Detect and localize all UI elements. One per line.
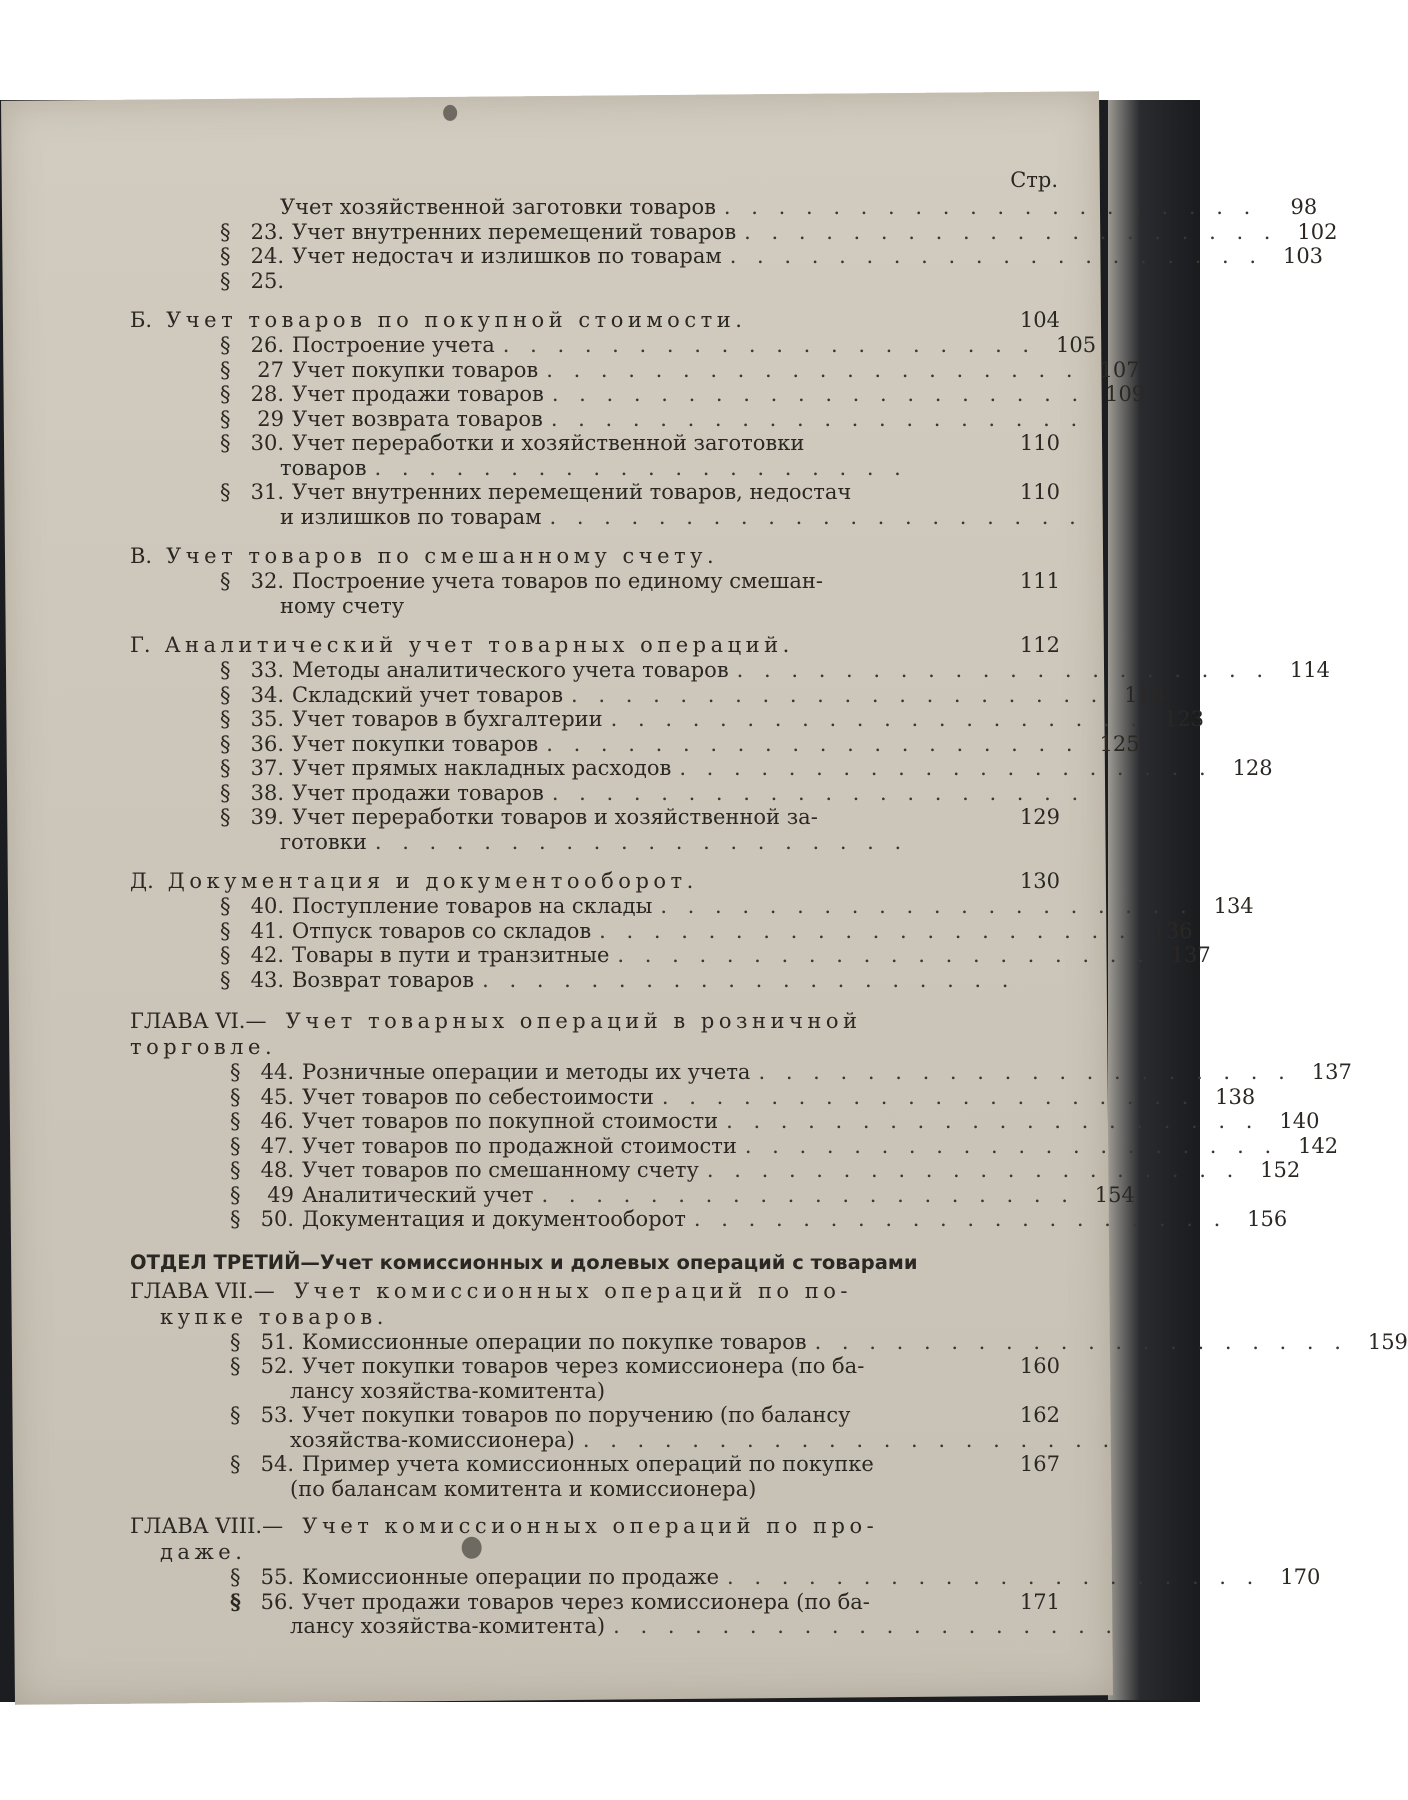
toc-page-number: 118 xyxy=(1124,682,1165,707)
toc-page-number: 129 xyxy=(1019,805,1060,829)
toc-entry-text: Учет покупки товаров xyxy=(292,357,539,382)
toc-entry xyxy=(130,1109,1320,1134)
section-mark: § xyxy=(220,780,231,805)
toc-entry-number: 31. xyxy=(250,480,284,504)
toc-entry xyxy=(130,1133,1339,1159)
toc-entry-text: и излишков по товарам xyxy=(280,504,542,529)
leader-dots: . . . . . . . . . . . . . . . . . . . . xyxy=(729,244,1264,268)
leader-dots: . . . . . . . . . . . . . . . . . . . . xyxy=(660,894,1194,918)
section-title: Учет товаров по покупной стоимости. xyxy=(166,308,747,332)
toc-page-number: 142 xyxy=(1298,1133,1339,1158)
toc-entry-text: Поступление товаров на склады xyxy=(292,894,653,918)
toc-entry-text: Построение учета товаров по единому смешан- xyxy=(292,569,823,593)
toc-entry-text: Учет покупки товаров xyxy=(292,731,539,756)
leader-dots: . . . . . . . . . . . . . . . . . . . . xyxy=(679,756,1213,780)
department-heading: ОТДЕЛ ТРЕТИЙ—Учет комиссионных и долевых операций с товарами xyxy=(130,1250,918,1274)
toc-entry xyxy=(130,480,1060,505)
toc-entry-number: 51. xyxy=(260,1329,294,1354)
toc-entry-number: 23. xyxy=(250,219,284,244)
section-heading-d xyxy=(130,868,1060,894)
toc-entry-continuation xyxy=(130,1379,1060,1404)
toc-entry-text: Товары в пути и транзитные xyxy=(292,943,610,967)
section-letter: Г. xyxy=(130,633,151,657)
toc-page-number: 140 xyxy=(1279,1109,1320,1133)
section-title: Аналитический учет товарных операций. xyxy=(164,633,794,657)
toc-entry-number: 34. xyxy=(250,682,284,707)
toc-entry-text: Учет товаров по себестоимости xyxy=(302,1084,654,1109)
toc-entry xyxy=(130,244,1324,269)
toc-entry xyxy=(130,707,1204,732)
toc-entry-continuation xyxy=(130,830,1060,855)
toc-entry-number: 49 xyxy=(267,1182,294,1207)
toc-entry xyxy=(130,1329,1408,1355)
section-mark: § xyxy=(230,1133,241,1158)
toc-entry-number: 24. xyxy=(250,244,284,268)
toc-entry-text: хозяйства-комиссионера) xyxy=(290,1427,575,1452)
toc-entry xyxy=(130,1060,1352,1085)
section-mark: § xyxy=(220,943,231,967)
toc-entry xyxy=(130,780,1086,806)
toc-entry xyxy=(130,269,1060,294)
toc-entry-number: 48. xyxy=(260,1158,294,1182)
leader-dots: . . . . . . . . . . . . . . . . . . . . xyxy=(726,1109,1260,1133)
section-mark: § xyxy=(220,658,231,682)
toc-entry-number: 55. xyxy=(260,1565,294,1589)
toc-entry xyxy=(130,1158,1301,1183)
toc-entry xyxy=(130,333,1097,358)
toc-entry-number: 35. xyxy=(250,707,284,731)
toc-entry-number: 53. xyxy=(260,1403,294,1427)
toc-entry-number: 50. xyxy=(260,1207,294,1231)
section-mark: § xyxy=(230,1403,241,1427)
leader-dots: . . . . . . . . . . . . . . . . . . . . xyxy=(661,1084,1196,1109)
section-mark: § xyxy=(230,1109,241,1133)
toc-entry-text: Комиссионные операции по покупке товаров xyxy=(302,1329,807,1354)
section-mark: § xyxy=(230,1182,241,1207)
leader-dots: . . . . . . . . . . . . . . . . . . . . xyxy=(617,943,1151,967)
section-mark: § xyxy=(230,1207,241,1231)
toc-entry xyxy=(130,1182,1135,1208)
toc-entry-text: Учет прямых накладных расходов xyxy=(292,756,672,780)
toc-entry-text: Учет товаров по покупной стоимости xyxy=(302,1109,719,1133)
toc-entry-text: Учет хозяйственной заготовки товаров xyxy=(280,195,716,219)
section-mark: § xyxy=(220,333,231,357)
section-letter: В. xyxy=(130,544,153,568)
section-mark: § xyxy=(230,1060,241,1084)
toc-page-number: 128 xyxy=(1232,756,1273,780)
toc-entry-number: 41. xyxy=(250,918,284,943)
toc-entry-text: Учет товаров в бухгалтерии xyxy=(292,707,603,731)
section-mark: § xyxy=(220,894,231,918)
toc-entry-text: Учет продажи товаров xyxy=(292,382,544,406)
section-mark: § xyxy=(220,357,231,382)
section-letter: Д. xyxy=(130,869,154,893)
toc-entry xyxy=(130,918,1193,944)
toc-entry-number: 25. xyxy=(250,268,284,293)
toc-entry-text: Учет покупки товаров по поручению (по балансу xyxy=(302,1403,851,1427)
toc-entry-number: 26. xyxy=(250,333,284,357)
toc-entry xyxy=(130,1207,1288,1232)
toc-entry-number: 44. xyxy=(260,1060,294,1084)
chapter-6-heading xyxy=(130,1008,1060,1034)
section-mark: § xyxy=(220,682,231,707)
toc-entry-text: Учет покупки товаров через комиссионера (по ба- xyxy=(302,1354,865,1378)
toc-entry-number: 39. xyxy=(250,805,284,829)
toc-page-number: 111 xyxy=(1019,569,1060,593)
toc-entry xyxy=(130,1590,1060,1615)
toc-page-number: 171 xyxy=(1019,1589,1060,1614)
section-mark: § xyxy=(220,480,231,504)
leader-dots: . . . . . . . . . . . . . . . . . . . . xyxy=(374,455,908,480)
toc-page-number: 159 xyxy=(1367,1329,1408,1354)
toc-entry-number: 36. xyxy=(250,731,284,756)
toc-entry-text: Учет внутренних перемещений товаров xyxy=(292,219,737,244)
toc-entry-text: готовки xyxy=(280,829,367,854)
toc-entry xyxy=(130,682,1165,708)
toc-entry-text: Документация и документооборот xyxy=(302,1207,686,1231)
toc-entry-text: Учет продажи товаров через комиссионера (по ба- xyxy=(302,1589,870,1614)
toc-entry-continuation xyxy=(130,594,1060,619)
section-mark: § xyxy=(220,569,231,593)
toc-page-number: 162 xyxy=(1019,1403,1060,1427)
toc-entry-text: Аналитический учет xyxy=(302,1182,534,1207)
toc-entry-number: 28. xyxy=(250,382,284,406)
toc-entry-text: Учет товаров по продажной стоимости xyxy=(302,1133,737,1158)
toc-entry-number: 56. xyxy=(260,1589,294,1614)
toc-page-number: 98 xyxy=(1290,195,1318,219)
toc-entry-number: 54. xyxy=(260,1452,294,1476)
leader-dots: . . . . . . . . . . . . . . . . . . . . xyxy=(550,406,1085,431)
section-mark: § xyxy=(220,268,231,293)
toc-entry-text: ному счету xyxy=(280,593,405,618)
toc-entry xyxy=(130,1084,1256,1110)
section-mark: § xyxy=(220,431,231,455)
toc-page-number: 130 xyxy=(1019,869,1060,893)
toc-entry xyxy=(130,195,1318,220)
section-mark: § xyxy=(230,1084,241,1109)
leader-dots: . . . . . . . . . . . . . . . . . . . . xyxy=(727,1565,1261,1589)
chapter-6-heading-cont: торговле. xyxy=(130,1035,277,1059)
leader-dots: . . . . . . . . . . . . . . . . . . . . xyxy=(599,918,1133,943)
section-mark: § xyxy=(230,1452,241,1476)
leader-dots: . . . . . . . . . . . . . . . . . . . . xyxy=(582,1427,1117,1452)
section-mark: § xyxy=(230,1354,241,1378)
leader-dots: . . . . . . . . . . . . . . . . . . . . xyxy=(736,658,1270,682)
leader-dots: . . . . . . . . . . . . . . . . . . . . xyxy=(571,682,1105,707)
toc-page-number: 136 xyxy=(1152,918,1193,943)
leader-dots: . . . . . . . . . . . . . . . . . . . . xyxy=(551,382,1086,406)
chapter-7-heading xyxy=(130,1278,1060,1304)
section-letter: Б. xyxy=(130,308,153,332)
toc-entry xyxy=(130,357,1140,383)
chapter-7-heading-cont: купке товаров. xyxy=(160,1304,388,1329)
section-mark: § xyxy=(220,707,231,731)
toc-page-number: 152 xyxy=(1260,1158,1301,1182)
toc-entry-number: 30. xyxy=(250,431,284,455)
toc-entry-text: Пример учета комиссионных операций по покупке xyxy=(302,1452,874,1476)
toc-entry-text: Учет недостач и излишков по товарам xyxy=(292,244,722,268)
section-mark: § xyxy=(230,1158,241,1182)
toc-entry xyxy=(130,382,1146,407)
section-mark: § xyxy=(220,406,231,431)
toc-entry-number: 38. xyxy=(250,780,284,805)
toc-page-number: 154 xyxy=(1094,1182,1135,1207)
chapter-label: ГЛАВА VIII.— xyxy=(130,1514,284,1538)
toc-page-number: 102 xyxy=(1297,219,1338,244)
leader-dots: . . . . . . . . . . . . . . . . . . . . xyxy=(546,357,1080,382)
toc-entry xyxy=(130,219,1338,245)
leader-dots: . . . . . . . . . . . . . . . . . . . . xyxy=(744,219,1278,244)
section-heading-v xyxy=(130,543,1060,569)
section-mark: § xyxy=(220,805,231,829)
toc-entry xyxy=(130,756,1273,781)
toc-entry-number: 32. xyxy=(250,569,284,593)
leader-dots: . . . . . . . . . . . . . . . . . . . . xyxy=(551,780,1086,805)
toc-entry-number: 43. xyxy=(250,967,284,992)
toc-entry-continuation xyxy=(130,1427,1117,1453)
toc-page-number: 110 xyxy=(1019,431,1060,455)
toc-page-number: 103 xyxy=(1282,244,1324,268)
toc-page-number: 137 xyxy=(1311,1060,1352,1084)
toc-entry-text: Учет продажи товаров xyxy=(292,780,544,805)
toc-entry xyxy=(130,731,1140,757)
toc-entry-text: товаров xyxy=(280,455,367,480)
toc-page-number: 112 xyxy=(1019,633,1060,657)
toc-entry xyxy=(130,569,1060,594)
toc-entry xyxy=(130,406,1085,432)
toc-entry-text: Методы аналитического учета товаров xyxy=(292,658,729,682)
section-heading-b xyxy=(130,307,1060,333)
toc-entry-text: Складский учет товаров xyxy=(292,682,564,707)
section-mark: § xyxy=(220,756,231,780)
toc-page-number: 123 xyxy=(1163,707,1204,731)
leader-dots: . . . . . . . . . . . . . . . . . . . . xyxy=(502,333,1037,357)
toc-entry xyxy=(130,805,1060,830)
section-mark: § xyxy=(220,244,231,268)
toc-page-number: 105 xyxy=(1056,333,1097,357)
toc-entry xyxy=(130,968,1060,993)
toc-page-number: 107 xyxy=(1099,357,1140,382)
section-mark: § xyxy=(220,731,231,756)
toc-entry-number: 47. xyxy=(260,1133,294,1158)
toc-entry-text: Розничные операции и методы их учета xyxy=(302,1060,751,1084)
toc-page-number: 134 xyxy=(1213,894,1254,918)
section-mark: § xyxy=(230,1565,241,1589)
toc-entry xyxy=(130,431,1060,456)
leader-dots: . . . . . . . . . . . . . . . . . . . . xyxy=(541,1182,1075,1207)
section-title: Документация и документооборот. xyxy=(167,869,698,893)
toc-entry-text: Учет переработки товаров и хозяйственной за- xyxy=(292,805,818,829)
chapter-8-heading-cont: даже. xyxy=(160,1540,247,1564)
toc-entry xyxy=(130,943,1211,968)
section-mark: § xyxy=(220,219,231,244)
section-mark: § xyxy=(220,918,231,943)
leader-dots: . . . . . . . . . . . . . . . . . . . . xyxy=(814,1329,1348,1354)
toc-entry-text: Учет возврата товаров xyxy=(292,406,543,431)
toc-page-number: 156 xyxy=(1247,1207,1288,1231)
page-column-label: Стр. xyxy=(1010,168,1058,192)
toc-page-number: 109 xyxy=(1105,382,1146,406)
toc-page-number: 167 xyxy=(1019,1452,1060,1476)
toc-entry-text: лансу хозяйства-комитента) xyxy=(290,1378,606,1403)
toc-page-number: 110 xyxy=(1019,480,1060,504)
section-mark: § xyxy=(230,1329,241,1354)
toc-entry-text: Комиссионные операции по продаже xyxy=(302,1565,719,1589)
section-title: Учет товаров по смешанному счету. xyxy=(166,544,719,568)
toc-entry-text: Построение учета xyxy=(292,333,495,357)
toc-entry-text: лансу хозяйства-комитента) xyxy=(290,1614,606,1638)
toc-entry-continuation xyxy=(130,1614,1147,1639)
toc-entry-text: Возврат товаров xyxy=(292,967,475,992)
page-damage-top xyxy=(443,105,457,121)
toc-page-number: 138 xyxy=(1215,1084,1256,1109)
toc-entry xyxy=(130,894,1254,919)
toc-entry-text: Учет внутренних перемещений товаров, недостач xyxy=(292,480,852,504)
leader-dots: . . . . . . . . . . . . . . . . . . . . xyxy=(744,1133,1279,1158)
toc-entry-number: 33. xyxy=(250,658,284,682)
toc-entry-continuation xyxy=(130,1477,1060,1502)
leader-dots: . . . . . . . . . . . . . . . . . . . . xyxy=(758,1060,1292,1084)
toc-page-number: 125 xyxy=(1099,731,1140,756)
section-mark: § xyxy=(220,382,231,406)
chapter-title: Учет комиссионных операций по по- xyxy=(293,1278,852,1303)
toc-page-number: 104 xyxy=(1019,308,1060,332)
toc-entry-number: 40. xyxy=(250,894,284,918)
chapter-title: Учет комиссионных операций по про- xyxy=(302,1514,879,1538)
toc-entry-continuation xyxy=(130,504,1083,530)
toc-entry-continuation xyxy=(130,456,1060,481)
toc-entry xyxy=(130,1452,1060,1477)
leader-dots: . . . . . . . . . . . . . . . . . . . . xyxy=(693,1207,1228,1231)
toc-entry-number: 29 xyxy=(257,406,284,431)
toc-page-number: 137 xyxy=(1170,943,1211,967)
chapter-8-heading xyxy=(130,1513,1060,1539)
toc-entry xyxy=(130,1565,1321,1590)
toc-entry-number: 42. xyxy=(250,943,284,967)
leader-dots: . . . . . . . . . . . . . . . . . . . . xyxy=(610,707,1144,731)
leader-dots: . . . . . . . . . . . . . . . . . . . . xyxy=(482,967,1016,992)
toc-entry xyxy=(130,1403,1060,1428)
section-mark: § xyxy=(230,1588,241,1614)
toc-entry-text: Отпуск товаров со складов xyxy=(292,918,592,943)
toc-entry-number: 37. xyxy=(250,756,284,780)
chapter-label: ГЛАВА VI.— xyxy=(130,1009,267,1033)
leader-dots: . . . . . . . . . . . . . . . . . . . . xyxy=(549,504,1083,529)
toc-entry-number: 52. xyxy=(260,1354,294,1378)
section-mark: § xyxy=(220,967,231,992)
toc-page-number: 160 xyxy=(1019,1354,1060,1378)
toc-entry-text: Учет переработки и хозяйственной заготовки xyxy=(292,431,805,455)
section-heading-g xyxy=(130,632,1060,658)
table-of-contents xyxy=(130,165,1408,1639)
toc-page-number: 170 xyxy=(1280,1565,1321,1589)
leader-dots: . . . . . . . . . . . . . . . . . . . . xyxy=(723,195,1258,219)
toc-page-number: 114 xyxy=(1289,658,1330,682)
toc-entry xyxy=(130,658,1330,683)
toc-entry-text: Учет товаров по смешанному счету xyxy=(302,1158,699,1182)
leader-dots: . . . . . . . . . . . . . . . . . . . . xyxy=(706,1158,1241,1182)
toc-entry-number: 27 xyxy=(257,357,284,382)
leader-dots: . . . . . . . . . . . . . . . . . . . . xyxy=(613,1614,1147,1638)
toc-entry xyxy=(130,1354,1060,1379)
toc-entry-number: 46. xyxy=(260,1109,294,1133)
leader-dots: . . . . . . . . . . . . . . . . . . . . xyxy=(374,829,909,854)
toc-entry-number: 45. xyxy=(260,1084,294,1109)
chapter-label: ГЛАВА VII.— xyxy=(130,1278,275,1303)
leader-dots: . . . . . . . . . . . . . . . . . . . . xyxy=(546,731,1080,756)
toc-entry-text: (по балансам комитента и комиссионера) xyxy=(290,1476,757,1501)
chapter-title: Учет товарных операций в розничной xyxy=(285,1009,862,1033)
